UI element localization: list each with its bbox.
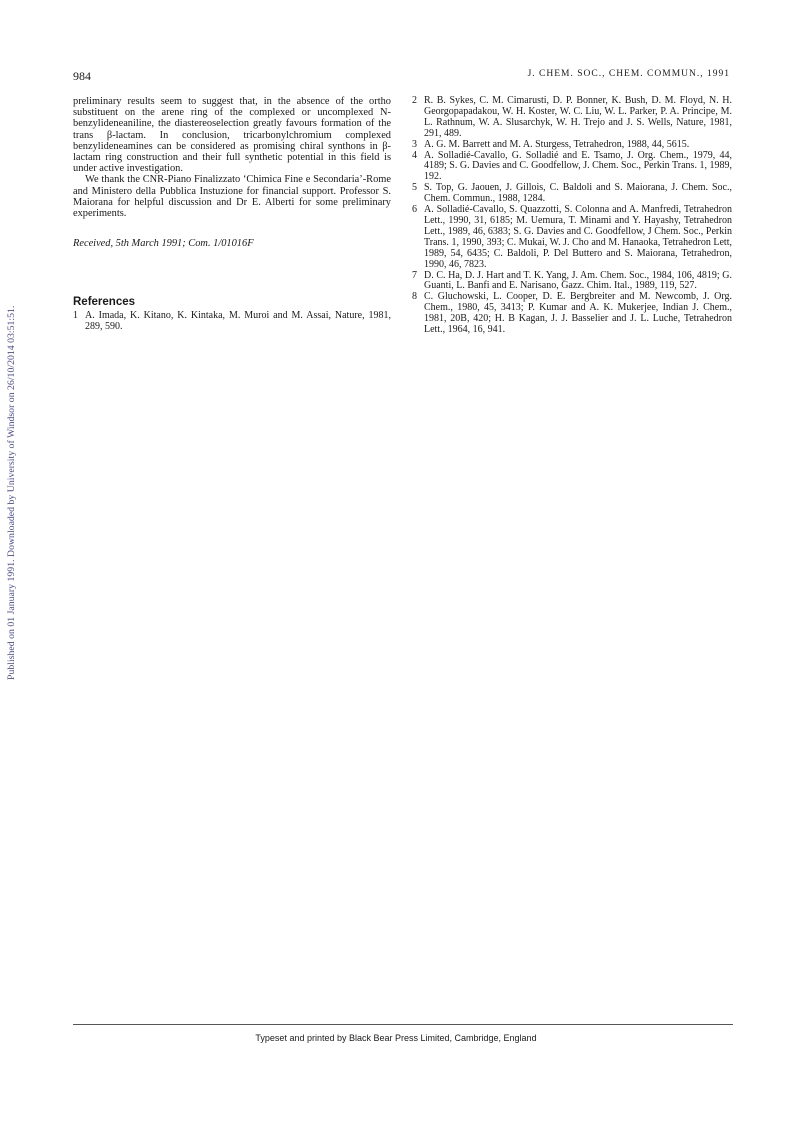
reference-number: 1 [73, 310, 78, 322]
footer-divider [73, 1024, 733, 1025]
reference-number: 2 [412, 95, 417, 106]
reference-item [73, 311, 391, 333]
body-paragraph: preliminary results seem to suggest that, in the absence of the ortho substituent on the arene ring of the complexed or uncomplexed N-benzylideneaniline, the diastereoselection greatly favours formation of the trans β-lactam. In conclusion, tricarbonylchromium complexed benzylideneamines can be considered as promising chiral synthons in β-lactam ring construction and their full synthetic potential in this field is under active investigation. [73, 96, 391, 175]
reference-item [412, 96, 732, 140]
running-head: J. CHEM. SOC., CHEM. COMMUN., 1991 [527, 69, 730, 79]
reference-number: 3 [412, 138, 417, 150]
reference-text: A. G. M. Barrett and M. A. Sturgess, Tetrahedron, 1988, 44, 5615. [424, 138, 690, 150]
reference-text: A. Imada, K. Kitano, K. Kintaka, M. Muroi and M. Assai, Nature, 1981, 289, 590. [85, 310, 391, 333]
reference-item [412, 151, 732, 184]
download-watermark: Published on 01 January 1991. Downloaded by University of Windsor on 26/10/2014 03:51:51. [6, 305, 17, 680]
reference-item [412, 271, 732, 293]
page-number: 984 [73, 69, 91, 83]
references-heading: References [73, 296, 136, 309]
reference-text: A. Solladié-Cavallo, S. Quazzotti, S. Colonna and A. Manfredi, Tetrahedron Lett., 1990, 31, 6185; M. Uemura, T. Minami and Y. Hayashy, Tetrahedron Lett., 1989, 46, 6383; S. G. Davies and C. Goodfellow, J Chem. Soc., Perkin Trans. 1, 1990, 393; C. Mukai, W. J. Cho and M. Hanaoka, Tetrahedron Lett, 1989, 54, 6435; C. Baldoli, P. Del Buttero and S. Maiorana, Tetrahedron, 1990, 46, 7823. [424, 204, 732, 270]
received-line: Received, 5th March 1991; Com. 1/01016F [73, 238, 254, 250]
reference-item [412, 292, 732, 336]
reference-text: S. Top, G. Jaouen, J. Gillois, C. Baldoli and S. Maiorana, J. Chem. Soc., Chem. Commun., 1988, 1284. [424, 182, 732, 205]
reference-number: 4 [412, 149, 417, 161]
acknowledgement-paragraph: We thank the CNR-Piano Finalizzato ‘Chimica Fine e Secondaria’-Rome and Ministero della Pubblica Instuzione for financial support. Professor S. Maiorana for helpful discussion and Dr E. Alberti for some preliminary experiments. [73, 174, 391, 220]
printer-imprint: Typeset and printed by Black Bear Press Limited, Cambridge, England [255, 1033, 537, 1043]
reference-text: R. B. Sykes, C. M. Cimarusti, D. P. Bonner, K. Bush, D. M. Floyd, N. H. Georgopapadakou, W. H. Koster, W. C. Liu, W. L. Parker, P. A. Principe, M. L. Rathnum, W. A. Slusarchyk, W. H. Trejo and J. S. Wells, Nature, 1981, 291, 489. [424, 95, 732, 139]
right-column [412, 96, 732, 336]
reference-text: A. Solladié-Cavallo, G. Solladié and E. Tsamo, J. Org. Chem., 1979, 44, 4189; S. G. Davies and C. Goodfellow, J. Chem. Soc., Perkin Trans. 1, 1989, 192. [424, 149, 732, 183]
left-column [73, 96, 391, 333]
reference-number: 7 [412, 269, 417, 281]
reference-text: C. Gluchowski, L. Cooper, D. E. Bergbreiter and M. Newcomb, J. Org. Chem., 1980, 45, 3413; P. Kumar and A. K. Mukerjee, Indian J. Chem., 1981, 20B, 420; H. B Kagan, J. J. Basselier and J. L. Luche, Tetrahedron Lett., 1964, 16, 941. [424, 291, 732, 336]
reference-number: 6 [412, 204, 417, 216]
reference-item [412, 183, 732, 205]
reference-item [412, 205, 732, 270]
reference-number: 8 [412, 291, 417, 303]
reference-text: D. C. Ha, D. J. Hart and T. K. Yang, J. Am. Chem. Soc., 1984, 106, 4819; G. Guanti, L. Banfi and E. Narisano, Gazz. Chim. Ital., 1989, 119, 527. [424, 269, 732, 292]
reference-number: 5 [412, 182, 417, 194]
